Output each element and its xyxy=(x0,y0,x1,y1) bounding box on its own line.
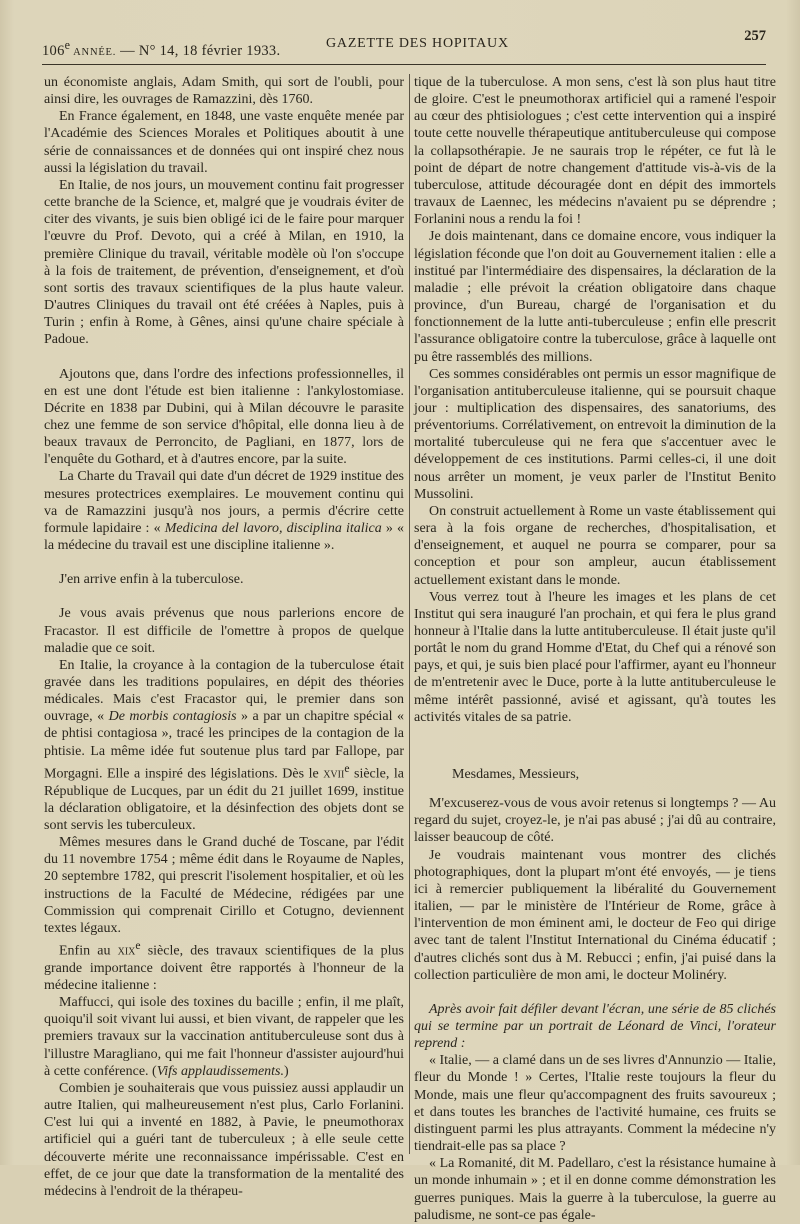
paragraph: En France également, en 1848, une vaste enquête menée par l'Académie des Sciences Morales et Politiques aboutit à une série de connaissances et de données qui ont inspiré chez nous aussi la législation du travail. xyxy=(44,109,404,176)
text-run: ) xyxy=(284,1063,289,1079)
text-run: » « la médecine du travail est une discipline italienne ». xyxy=(44,520,405,554)
paragraph: En Italie, de nos jours, un mouvement continu fait progresser cette branche de la Science, et, malgré que je voudrais éviter de citer des vivants, je suis bien obligé ici de le faire pour marquer l'œuvre du Prof. Devoto, qui a créé à Milan, en 1910, la première Clinique du travail, véritable modèle où l'on s'occupe à la fois de traitement, de prévention, d'enseignement, et d'où sont sortis des travaux scientifiques de la plus haute valeur. D'autres Cliniques du travail ont été créées à Naples, puis à Turin ; enfin à Rome, à Gênes, ainsi qu'une chaire spéciale à Padoue. xyxy=(44,177,404,348)
paragraph: Je vous avais prévenus que nous parlerions encore de Fracastor. Il est difficile de l'omettre à propos de quelque maladie que ce soit. xyxy=(44,606,404,656)
issue-year-word: ANNÉE. xyxy=(70,46,117,58)
paragraph xyxy=(44,994,404,1080)
header-rule xyxy=(42,64,766,65)
right-column xyxy=(414,74,776,1223)
paragraph xyxy=(44,657,404,834)
issue-info xyxy=(42,38,280,60)
text-run: » a par un chapitre spécial « de phtisi contagiosa », tracé les principes de la contagion de la phtisie. La même idée fut soutenue plus tard par Fallope, par Morgagni. Elle a inspiré des législations. Dès le xyxy=(44,709,405,782)
paragraph: Ces sommes considérables ont permis un essor magnifique de l'organisation antituberculeuse italienne, qui se poursuit chaque jour : multiplication des dispensaires, des sanatoriums, des préventoriums. Corrélativement, on entrevoit la diminution de la mortalité tuberculeuse qui ne fera que s'accentuer avec le développement de ces institutions. Parmi celles-ci, il une doit nous arrêter un moment, je veux parler de l'Institut Benito Mussolini. xyxy=(414,366,776,502)
paragraph: « La Romanité, dit M. Padellaro, c'est la résistance humaine à un monde inhumain » ; et il en donne comme démonstration les guerres puniques. Mais la guerre à la tuberculose, la guerre au paludisme, ne sont-ce pas égale- xyxy=(414,1156,776,1223)
paragraph: tique de la tuberculose. A mon sens, c'est là son plus haut titre de gloire. C'est le pneumothorax artificiel qui a ramené l'espoir au cœur des phtisiologues ; c'est cette intervention qui a inspiré toute cette nouvelle thérapeutique antituberculeuse qui compose la collapsothérapie. Je ne saurais trop le répéter, ce fut là le point de départ de notre changement d'attitude vis-à-vis de la tuberculose, attitude découragée dont en dépit des immortels travaux de Laennec, les médecins n'avaient pu se déprendre ; Forlanini nous a rendu la foi ! xyxy=(414,75,776,228)
paragraph: « Italie, — a clamé dans un de ses livres d'Annunzio — Italie, fleur du Monde ! » Certes, l'Italie reste toujours la fleur du Monde, mais une fleur qu'accompagnent des fruits savoureux ; et dans toutes les branches de l'activité humaine, ces fruits se distinguent parmi les plus attrayants. Comment la médecine n'y tiendrait-elle pas sa place ? xyxy=(414,1053,776,1155)
paragraph: Je dois maintenant, dans ce domaine encore, vous indiquer la législation féconde que l'on doit au Gouvernement italien : elle a institué par l'intermédiaire des dispensaires, la déclaration de la maladie ; elle prévoit la création obligatoire dans chaque province, d'un Bureau, chargé de l'organisation et du fonctionnement de la lutte anti-tuberculeuse ; enfin elle prescrit l'assurance obligatoire contre la tuberculose, grâce à laquelle ont pu être rassemblés des millions. xyxy=(414,229,776,365)
paragraph xyxy=(44,937,404,994)
italic-quote: Medicina del lavoro, disciplina italica xyxy=(164,520,382,536)
issue-number-superscript: e xyxy=(64,38,71,52)
paragraph: Mêmes mesures dans le Grand duché de Toscane, par l'édit du 11 novembre 1754 ; même édit dans le Royaume de Naples, 20 septembre 1782, qui prescrit l'isolement hospitalier, et où les instructions de la Faculté de Médecine, rédigées par une Commission qui comprenait Cirillo et Cotugno, deviennent textes légaux. xyxy=(44,835,404,936)
text-run: siècle, la République de Lucques, par un édit du 21 juillet 1699, institue la déclaration obligatoire, et la désinfection des objets dont se sont servis les tuberculeux. xyxy=(44,766,404,833)
century-numeral: xvii xyxy=(323,766,345,782)
paragraph: M'excuserez-vous de vous avoir retenus si longtemps ? — Au regard du sujet, croyez-le, je n'ai pas abusé ; j'ai dû au contraire, laisser beaucoup de côté. xyxy=(414,796,776,846)
page-number: 257 xyxy=(744,28,766,44)
left-column xyxy=(44,74,405,1199)
text-run: Maffucci, qui isole des toxines du bacille ; enfin, il me plaît, quoiqu'il soit vivant lui aussi, et bien vivant, de rappeler que les premiers travaux sur la vaccination antituberculeuse sont dus à l'illustre Maragliano, qui me fait l'honneur d'assister aujourd'hui à cette conférence. ( xyxy=(44,995,404,1079)
italic-stage-note: Après avoir fait défiler devant l'écran, une série de 85 clichés qui se termine par un portrait de Léonard de Vinci, l'orateur reprend : xyxy=(414,1001,776,1052)
paragraph: Je voudrais maintenant vous montrer des clichés photographiques, dont la plupart m'ont été envoyés, — je tiens ici à remercier publiquement la libéralité du Gouvernement italien, — par le ministère de l'Intérieur de Rome, grâce à l'intervention de mon éminent ami, le docteur de Feo qui dirige avec tant de talent l'Institut International du Cinéma éducatif ; d'autres clichés sont dus à M. Rebucci ; enfin, j'ai puisé dans la collection particulière de mon ami, le docteur Molinéry. xyxy=(414,847,776,983)
salutation: Mesdames, Messieurs, xyxy=(452,766,580,782)
paragraph: Ajoutons que, dans l'ordre des infections professionnelles, il en est une dont l'étude est bien italienne : l'ankylostomiase. Décrite en 1838 par Dubini, qui à Milan découvre le parasite chez une femme de son service d'hôpital, elle donna lieu à de beaux travaux de Perroncito, de Pagliani, en 1877, lors de l'enquête du Gothard, et à d'autres encore, par la suite. xyxy=(44,366,404,468)
text-run: La Charte du Travail qui date d'un décret de 1929 institue des mesures protectrices exemplaires. Le mouvement continu qui va de Ramazzini jusqu'à nos jours, a permis d'écrire cette formule lapidaire : « xyxy=(44,469,404,536)
italic-applause: Vifs applaudissements. xyxy=(156,1063,284,1079)
century-numeral: xix xyxy=(117,943,136,959)
paragraph: On construit actuellement à Rome un vaste établissement qui sera à la fois organe de recherches, d'hospitalisation, et d'enseignement, et auquel ne pourra se comparer, pour sa conception et pour son ampleur, aucun établissement actuellement existant dans le monde. xyxy=(414,503,776,588)
paragraph xyxy=(44,468,404,554)
paragraph: Combien je souhaiterais que vous puissiez aussi applaudir un autre Italien, qui malheureusement n'est plus, Carlo Forlanini. C'est lui qui a inventé en 1882, à Pavie, le pneumothorax artificiel qui a guéri tant de tuberculeux ; à elle seule cette découverte mérite une reconnaissance impérissable. C'est en effet, de ce jour que date la transformation de la mentalité des médecins à l'endroit de la thérapeu- xyxy=(44,1080,404,1199)
superscript: e xyxy=(135,939,141,952)
running-header xyxy=(42,28,766,58)
text-run: En Italie, la croyance à la contagion de la tuberculose était gravée dans les traditions populaires, en dépit des théories médicales. Mais c'est Fracastor qui, le premier dans son ouvrage, « xyxy=(44,657,404,725)
issue-date: — N° 14, 18 février 1933. xyxy=(116,42,281,59)
column-divider xyxy=(409,74,410,1154)
journal-title: GAZETTE DES HOPITAUX xyxy=(326,36,509,51)
issue-number: 106 xyxy=(42,42,65,59)
text-run: Enfin au xyxy=(59,943,118,959)
paragraph: Vous verrez tout à l'heure les images et les plans de cet Institut qui sera inauguré l'an prochain, et qui fera le plus grand honneur à l'Italie dans la lutte antituberculeuse. Il était juste qu'il portât le nom du grand Homme d'Etat, du Chef qui a rénové son pays, et qui, je suis bien placé pour l'affirmer, ayant eu l'honneur de m'entretenir avec le Duce, porte à la lutte antituberculeuse le même intérêt passionné, avisé et agissant, qu'à toutes les activités vitales de sa patrie. xyxy=(414,589,776,725)
paragraph: J'en arrive enfin à la tuberculose. xyxy=(59,572,244,588)
paragraph: un économiste anglais, Adam Smith, qui sort de l'oubli, pour ainsi dire, les ouvrages de Ramazzini, dès 1760. xyxy=(44,75,404,108)
text-run: siècle, des travaux scientifiques de la plus grande importance doivent être rapportés à l'honneur de la médecine italienne : xyxy=(44,943,404,993)
superscript: e xyxy=(344,761,350,775)
italic-title: De morbis contagiosis xyxy=(108,709,237,725)
